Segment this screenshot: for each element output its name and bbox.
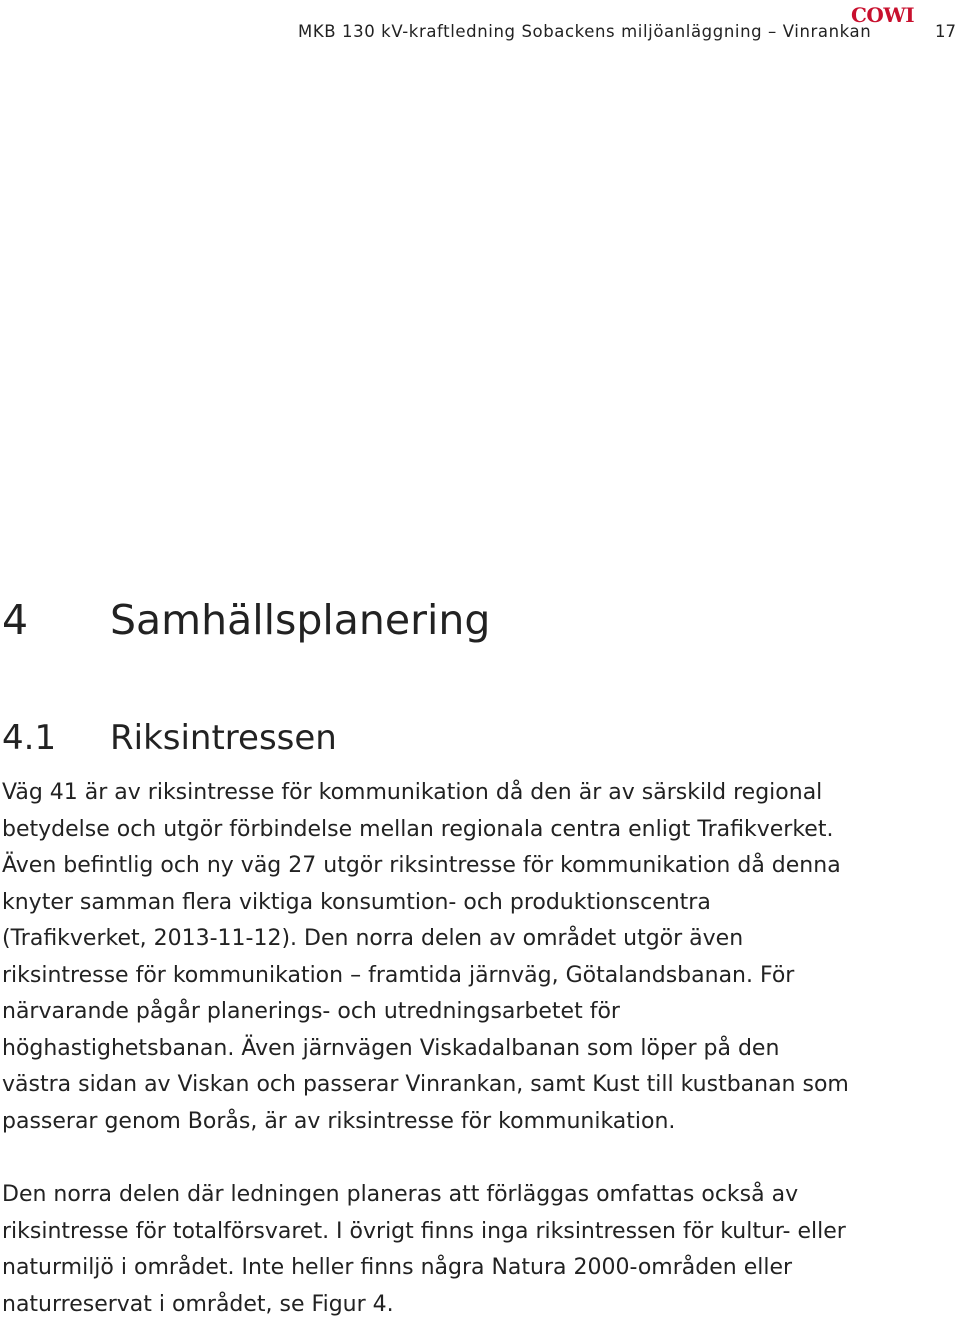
- paragraph-line: riksintresse för totalförsvaret. I övrigt finns inga riksintressen för kultur- eller: [2, 1214, 957, 1251]
- paragraph-line: Väg 41 är av riksintresse för kommunikation då den är av särskild regional: [2, 775, 957, 812]
- paragraph-line: västra sidan av Viskan och passerar Vinrankan, samt Kust till kustbanan som: [2, 1067, 957, 1104]
- section-number: 4: [2, 592, 110, 648]
- section-heading: [2, 592, 490, 648]
- paragraph-line: (Trafikverket, 2013-11-12). Den norra delen av området utgör även: [2, 921, 957, 958]
- paragraph-line: knyter samman flera viktiga konsumtion- och produktionscentra: [2, 885, 957, 922]
- body-paragraph-2: [2, 1177, 957, 1323]
- subsection-number: 4.1: [2, 714, 110, 762]
- body-paragraph-1: [2, 775, 957, 1140]
- paragraph-line: Även befintlig och ny väg 27 utgör riksintresse för kommunikation då denna: [2, 848, 957, 885]
- paragraph-line: höghastighetsbanan. Även järnvägen Viskadalbanan som löper på den: [2, 1031, 957, 1068]
- subsection-heading: [2, 714, 337, 762]
- paragraph-line: naturmiljö i området. Inte heller finns några Natura 2000-områden eller: [2, 1250, 957, 1287]
- paragraph-line: passerar genom Borås, är av riksintresse för kommunikation.: [2, 1104, 957, 1141]
- paragraph-line: Den norra delen där ledningen planeras att förläggas omfattas också av: [2, 1177, 957, 1214]
- section-title: Samhällsplanering: [110, 592, 490, 648]
- page-number: 17: [935, 22, 956, 41]
- running-header: MKB 130 kV-kraftledning Sobackens miljöanläggning – Vinrankan: [298, 22, 871, 41]
- paragraph-line: naturreservat i området, se Figur 4.: [2, 1287, 957, 1323]
- cowi-logo: COWI: [851, 3, 914, 27]
- paragraph-line: närvarande pågår planerings- och utredningsarbetet för: [2, 994, 957, 1031]
- paragraph-line: betydelse och utgör förbindelse mellan regionala centra enligt Trafikverket.: [2, 812, 957, 849]
- subsection-title: Riksintressen: [110, 714, 337, 762]
- paragraph-line: riksintresse för kommunikation – framtida järnväg, Götalandsbanan. För: [2, 958, 957, 995]
